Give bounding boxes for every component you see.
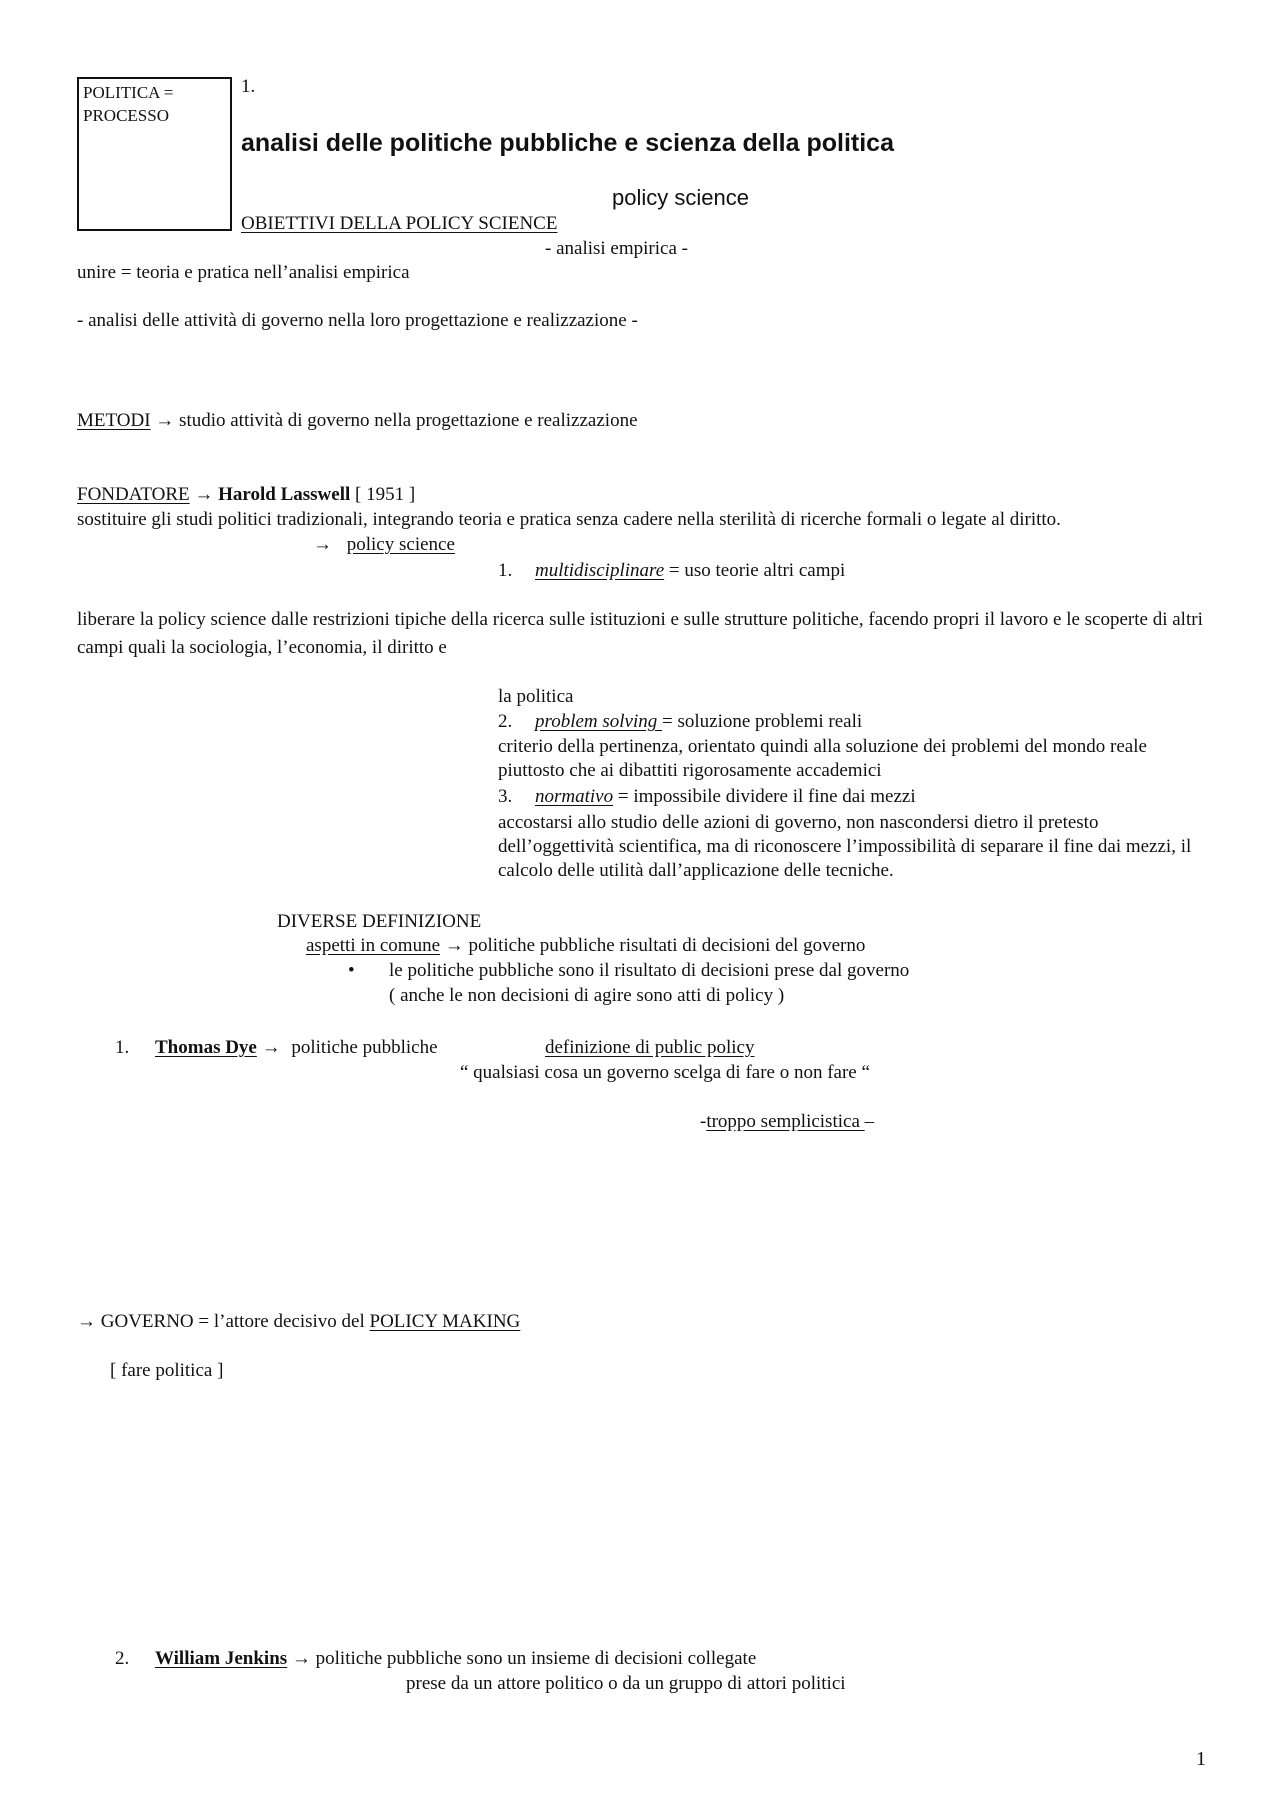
analisi-empirica: - analisi empirica - (545, 238, 688, 259)
fondatore-name: Harold Lasswell (218, 484, 351, 505)
governo-text: GOVERNO = l’attore decisivo del (100, 1311, 370, 1332)
arrow-icon: → (444, 935, 464, 956)
point-number: 2. (498, 711, 513, 732)
dye-line (155, 1037, 438, 1060)
policy-science-line (313, 534, 455, 557)
fondatore-text: sostituire gli studi politici tradizionali, integrando teoria e pratica senza cadere nella sterilità di ricerche formali o legate al diritto. (77, 509, 1061, 530)
liberare-text: liberare la policy science dalle restrizioni tipiche della ricerca sulle istituzioni e sulle strutture politiche, facendo propri il lavoro e le scoperte di altri campi quali la sociologia, l’economia, il diritto e (77, 609, 1203, 658)
aspetti-label: aspetti in comune (306, 935, 441, 956)
page-number: 1 (1196, 1748, 1206, 1770)
point-def: = uso teorie altri campi (668, 560, 846, 581)
fondatore-label: FONDATORE (77, 484, 190, 505)
fare-politica: [ fare politica ] (110, 1360, 224, 1381)
politica-processo-box (77, 77, 232, 231)
jenkins-text: politiche pubbliche sono un insieme di decisioni collegate (315, 1648, 757, 1669)
point-def: = impossibile dividere il fine dai mezzi (617, 786, 916, 807)
point-1 (498, 560, 845, 583)
point-def: = soluzione problemi reali (662, 711, 863, 732)
bullet-icon: • (348, 960, 355, 981)
aspetti-line (306, 935, 865, 958)
point-term: normativo (535, 786, 614, 807)
dye-text: politiche pubbliche (291, 1037, 438, 1058)
governo-line (77, 1311, 520, 1334)
metodi-text: studio attività di governo nella progettazione e realizzazione (179, 410, 638, 431)
heading-number: 1. (241, 76, 256, 97)
bullet-text: le politiche pubbliche sono il risultato di decisioni prese dal governo (389, 960, 910, 981)
point-number: 3. (498, 786, 513, 807)
jenkins-number: 2. (115, 1648, 130, 1669)
accostarsi-text: accostarsi allo studio delle azioni di governo, non nascondersi dietro il pretesto dell’oggettività scientifica, ma di riconoscere l’impossibilità di separare il fine dai mezzi, il calcolo delle utilità dall’applicazione delle tecniche. (498, 812, 1192, 881)
point-term: multidisciplinare (535, 560, 665, 581)
critique-text: troppo semplicistica (706, 1111, 865, 1132)
arrow-icon: → (194, 484, 214, 505)
arrow-icon: → (77, 1311, 96, 1332)
definizioni-title: DIVERSE DEFINIZIONE (277, 911, 482, 932)
jenkins-name: William Jenkins (155, 1648, 288, 1669)
metodi-line (77, 410, 638, 433)
box-line-1: POLITICA = (83, 83, 174, 102)
criterio-text: criterio della pertinenza, orientato quindi alla soluzione dei problemi del mondo reale piuttosto che ai dibattiti rigorosamente accademici (498, 736, 1147, 781)
dash: – (864, 1111, 875, 1132)
policy-science-label: policy science (346, 534, 455, 555)
point-3 (498, 786, 916, 809)
dye-critique (700, 1111, 874, 1134)
point-term: problem solving (535, 711, 663, 732)
dye-quote: “ qualsiasi cosa un governo scelga di fare o non fare “ (460, 1062, 870, 1083)
arrow-icon: → (261, 1037, 281, 1058)
aspetti-text: politiche pubbliche risultati di decisioni del governo (468, 935, 866, 956)
dash: - (700, 1111, 707, 1132)
point-number: 1. (498, 560, 513, 581)
jenkins-line (155, 1648, 756, 1671)
metodi-label: METODI (77, 410, 151, 431)
policy-making: POLICY MAKING (369, 1311, 521, 1332)
definizione-label: definizione di public policy (545, 1037, 755, 1058)
point-2 (498, 711, 862, 734)
la-politica: la politica (498, 686, 574, 707)
arrow-icon: → (155, 410, 175, 431)
unire-text: unire = teoria e pratica nell’analisi empirica (77, 262, 410, 283)
dye-number: 1. (115, 1037, 130, 1058)
box-line-2: PROCESSO (83, 105, 169, 125)
bullet-sub: ( anche le non decisioni di agire sono atti di policy ) (389, 985, 785, 1006)
dye-name: Thomas Dye (155, 1037, 257, 1058)
fondatore-year: [ 1951 ] (355, 484, 416, 505)
obiettivi-label: OBIETTIVI DELLA POLICY SCIENCE (241, 213, 558, 234)
analisi-attivita: - analisi delle attività di governo nella loro progettazione e realizzazione - (77, 310, 638, 331)
arrow-icon: → (313, 534, 332, 555)
page-title: analisi delle politiche pubbliche e scienza della politica (241, 129, 894, 157)
fondatore-line (77, 484, 415, 507)
jenkins-text-2: prese da un attore politico o da un gruppo di attori politici (406, 1673, 846, 1694)
arrow-icon: → (291, 1648, 311, 1669)
page-subtitle: policy science (612, 185, 749, 210)
